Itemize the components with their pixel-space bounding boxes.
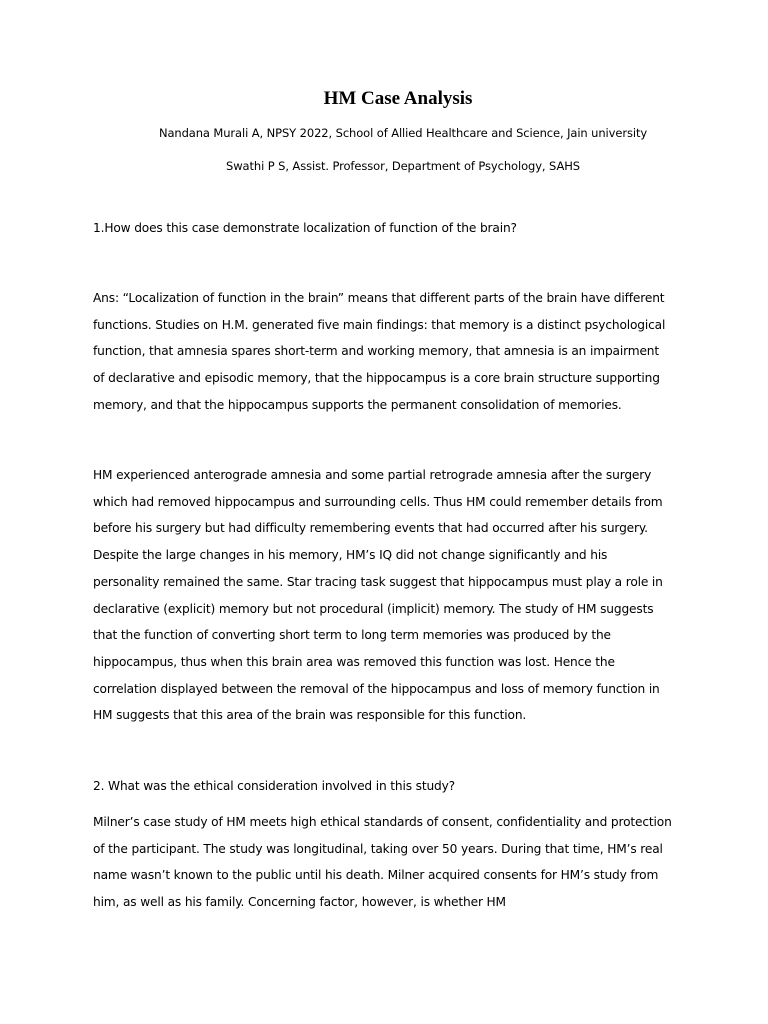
document-title: HM Case Analysis <box>323 88 473 109</box>
question-2: 2. What was the ethical consideration involved in this study? <box>93 779 456 793</box>
question-1: 1.How does this case demonstrate localization of function of the brain? <box>93 221 517 235</box>
author-line-student: Nandana Murali A, NPSY 2022, School of Allied Healthcare and Science, Jain university <box>158 126 648 140</box>
answer-1-paragraph-1: Ans: “Localization of function in the brain” means that different parts of the brain have different functions. Studies on H.M. generated five main findings: that memory is a distinct psychological function, that amnesia spares short-term and working memory, that amnesia is an impairment of declarative and episodic memory, that the hippocampus is a core brain structure supporting memory, and that the hippocampus supports the permanent consolidation of memories. <box>93 291 666 412</box>
author-line-professor: Swathi P S, Assist. Professor, Department of Psychology, SAHS <box>226 159 580 173</box>
answer-2-paragraph-1: Milner’s case study of HM meets high ethical standards of consent, confidentiality and protection of the participant. The study was longitudinal, taking over 50 years. During that time, HM’s real name wasn’t known to the public until his death. Milner acquired consents for HM’s study from him, as well as his family. Concerning factor, however, is whether HM <box>93 815 672 910</box>
answer-1-paragraph-2: HM experienced anterograde amnesia and some partial retrograde amnesia after the surgery which had removed hippocampus and surrounding cells. Thus HM could remember details from before his surgery but had difficulty remembering events that had occurred after his surgery. Despite the large changes in his memory, HM’s IQ did not change significantly and his personality remained the same. Star tracing task suggest that hippocampus must play a role in declarative (explicit) memory but not procedural (implicit) memory. The study of HM suggests that the function of converting short term to long term memories was produced by the hippocampus, thus when this brain area was removed this function was lost. Hence the correlation displayed between the removal of the hippocampus and loss of memory function in HM suggests that this area of the brain was responsible for this function. <box>93 468 663 723</box>
